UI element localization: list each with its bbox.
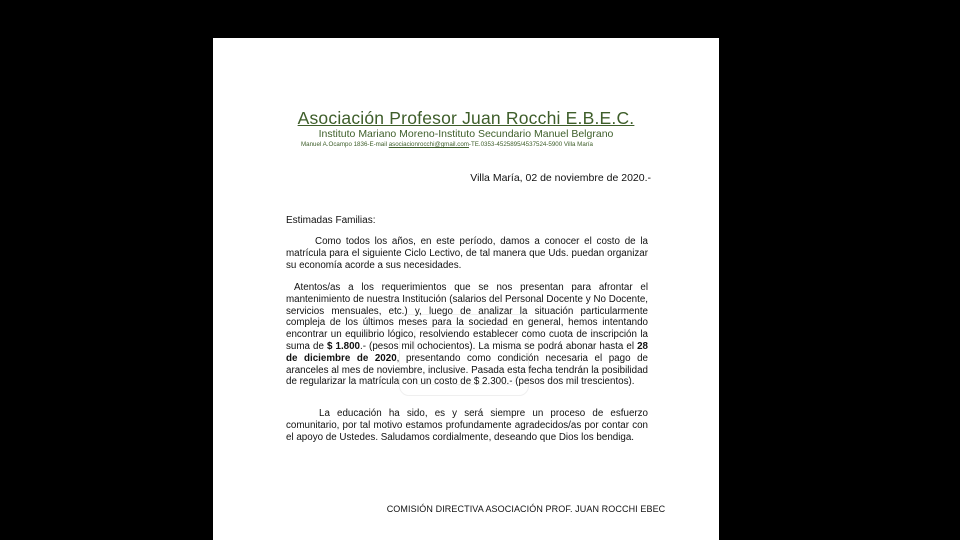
paragraph-closing	[286, 408, 648, 443]
organization-title: Asociación Profesor Juan Rocchi E.B.E.C.	[297, 108, 635, 128]
paragraph-intro	[286, 236, 648, 271]
contact-address: Manuel A.Ocampo 1836-E-mail	[301, 141, 389, 148]
fee-amount: $ 1.800	[326, 340, 361, 352]
organization-subtitle: Instituto Mariano Moreno-Instituto Secundario Manuel Belgrano	[318, 128, 614, 140]
letter-date: Villa María, 02 de noviembre de 2020.-	[470, 172, 651, 184]
contact-phone: -TE.0353-4525895/4537524-5900 Villa María	[468, 141, 593, 148]
payment-deadline: 28 de diciembre de 2020	[286, 340, 648, 364]
signature-line: COMISIÓN DIRECTIVA ASOCIACIÓN PROF. JUAN ROCCHI EBEC	[386, 504, 666, 514]
paragraph-fees-text-3: , presentando como condición necesaria el pago de aranceles al mes de noviembre, inclusive. Pasada esta fecha tendrán la posibilidad de regularizar la matrícula con un costo de $ 2.300.- (pesos dos mil trescientos).	[286, 352, 648, 388]
greeting: Estimadas Familias:	[286, 215, 376, 226]
paragraph-closing-text: La educación ha sido, es y será siempre un proceso de esfuerzo comunitario, por tal motivo estamos profundamente agradecidos/as por contar con el apoyo de Ustedes. Saludamos cordialmente, deseando que Dios los bendiga.	[286, 408, 648, 443]
paragraph-intro-text: Como todos los años, en este período, damos a conocer el costo de la matrícula para el siguiente Ciclo Lectivo, de tal manera que Uds. puedan organizar su economía acorde a sus necesidades.	[286, 236, 648, 271]
paragraph-fees-text-2: .- (pesos mil ochocientos). La misma se podrá abonar hasta el	[360, 340, 638, 352]
contact-email-link[interactable]: asociacionrocchi@gmail.com	[388, 141, 469, 148]
letter-page	[213, 38, 719, 540]
organization-contact	[301, 141, 631, 148]
paragraph-fees-text-1: Atentos/as a los requerimientos que se nos presentan para afrontar el mantenimiento de nuestra Institución (salarios del Personal Docente y No Docente, servicios mensuales, etc.) y, luego de analizar la situación particularmente compleja de los últimos meses para la sociedad en general, hemos intentando encontrar un equilibrio lógico, resolviendo establecer como cuota de inscripción la suma de	[286, 282, 648, 352]
paragraph-fees	[286, 282, 648, 388]
